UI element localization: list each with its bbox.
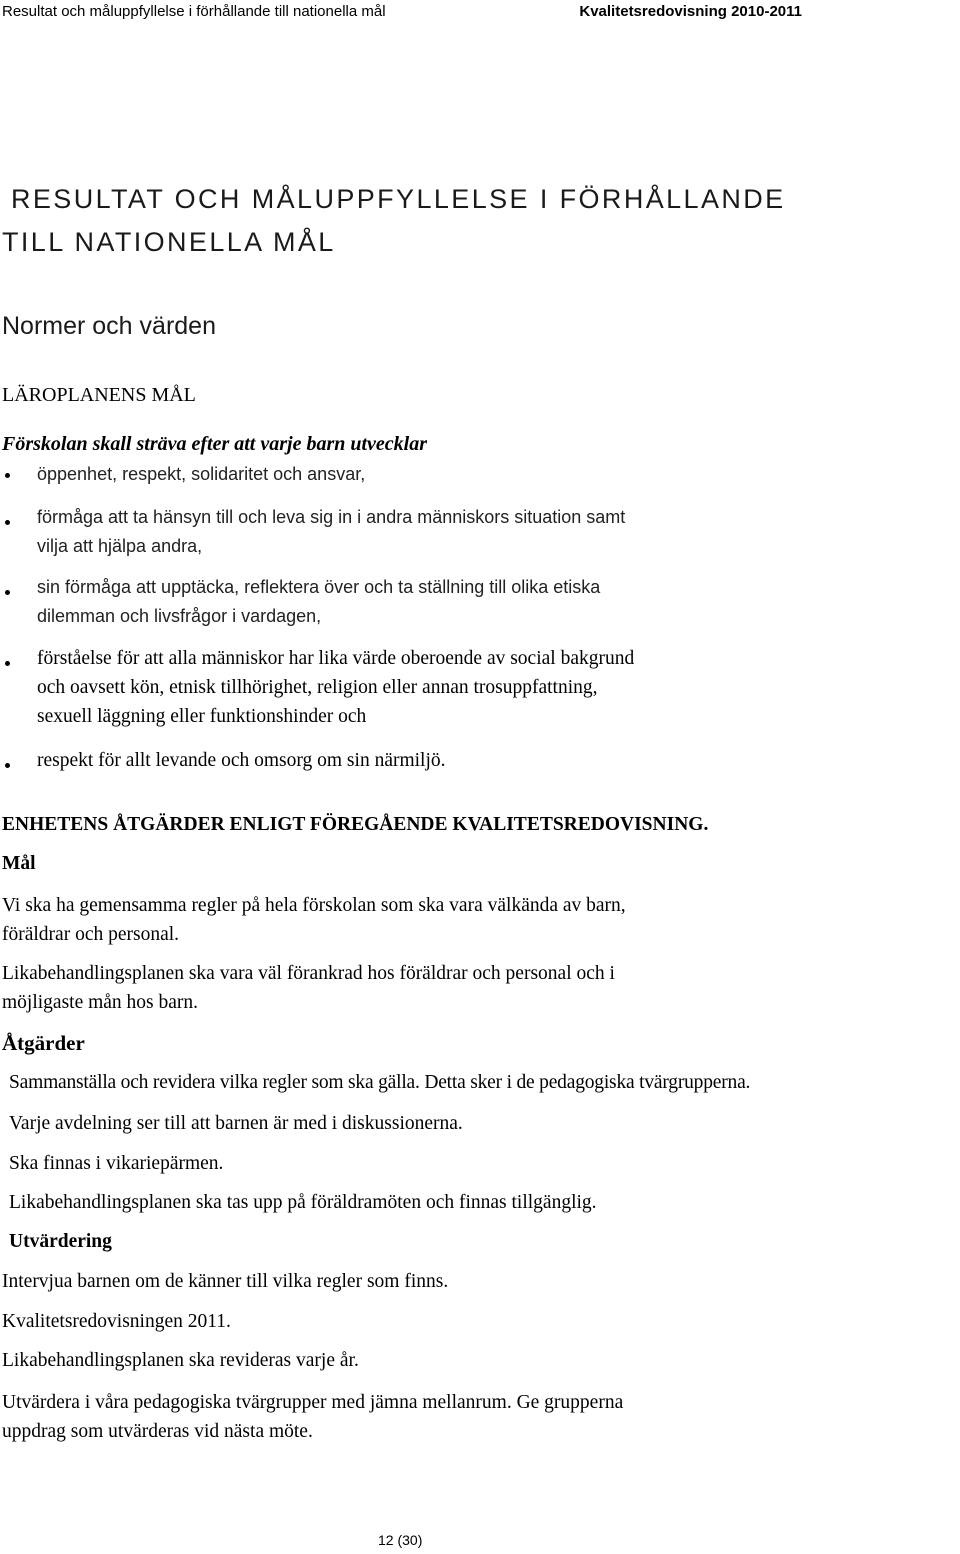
evaluation-label: Utvärdering bbox=[9, 1231, 112, 1252]
page-number: 12 (30) bbox=[378, 1532, 423, 1548]
bullet-icon bbox=[5, 520, 10, 525]
bullet-icon bbox=[5, 590, 10, 595]
bullet-icon bbox=[5, 661, 10, 666]
list-item-text: förståelse för att alla människor har lika värde oberoende av social bakgrund och oavsett kön, etnisk tillhörighet, religion eller annan trosuppfattning, sexuell läggning eller funktionshinder och bbox=[37, 648, 635, 727]
evaluation-item: Intervjua barnen om de känner till vilka regler som finns. bbox=[2, 1271, 449, 1292]
subsection-heading: LÄROPLANENS MÅL bbox=[2, 384, 196, 406]
actions-label: Åtgärder bbox=[2, 1031, 85, 1055]
list-item-text: förmåga att ta hänsyn till och leva sig in i andra människors situation samt vilja att hjälpa andra, bbox=[37, 507, 626, 556]
goal-label: Mål bbox=[2, 853, 36, 874]
list-item-text: respekt för allt levande och omsorg om sin närmiljö. bbox=[37, 750, 446, 771]
action-item: Likabehandlingsplanen ska tas upp på föräldramöten och finnas tillgänglig. bbox=[9, 1192, 597, 1213]
goal-paragraph: Likabehandlingsplanen ska vara väl förankrad hos föräldrar och personal och i möjligaste mån hos barn. bbox=[2, 963, 615, 1013]
measures-heading: ENHETENS ÅTGÄRDER ENLIGT FÖREGÅENDE KVALITETSREDOVISNING. bbox=[2, 814, 709, 835]
action-item: Varje avdelning ser till att barnen är med i diskussionerna. bbox=[9, 1113, 463, 1134]
page-title-line-1: RESULTAT OCH MÅLUPPFYLLELSE I FÖRHÅLLANDE bbox=[11, 184, 786, 214]
evaluation-item: Utvärdera i våra pedagogiska tvärgrupper med jämna mellanrum. Ge grupperna uppdrag som utvärderas vid nästa möte. bbox=[2, 1392, 624, 1442]
action-item: Sammanställa och revidera vilka regler som ska gälla. Detta sker i de pedagogiska tvärgrupperna. bbox=[9, 1072, 751, 1093]
page-title bbox=[2, 178, 942, 264]
evaluation-item: Likabehandlingsplanen ska revideras varje år. bbox=[2, 1350, 359, 1371]
list-item-text: sin förmåga att upptäcka, reflektera över och ta ställning till olika etiska dilemman och livsfrågor i vardagen, bbox=[37, 577, 601, 626]
bullet-icon bbox=[5, 763, 10, 768]
page-title-line-2: TILL NATIONELLA MÅL bbox=[2, 227, 336, 257]
intro-text: Förskolan skall sträva efter att varje barn utvecklar bbox=[2, 433, 427, 455]
action-item: Ska finnas i vikariepärmen. bbox=[9, 1153, 224, 1174]
list-item-text: öppenhet, respekt, solidaritet och ansvar, bbox=[37, 464, 366, 484]
section-heading: Normer och värden bbox=[2, 312, 216, 340]
running-header-left: Resultat och måluppfyllelse i förhållande till nationella mål bbox=[2, 3, 386, 20]
evaluation-item: Kvalitetsredovisningen 2011. bbox=[2, 1311, 231, 1332]
bullet-icon bbox=[5, 473, 10, 478]
running-header-right: Kvalitetsredovisning 2010-2011 bbox=[579, 3, 802, 20]
goal-paragraph: Vi ska ha gemensamma regler på hela förskolan som ska vara välkända av barn, föräldrar och personal. bbox=[2, 895, 626, 945]
